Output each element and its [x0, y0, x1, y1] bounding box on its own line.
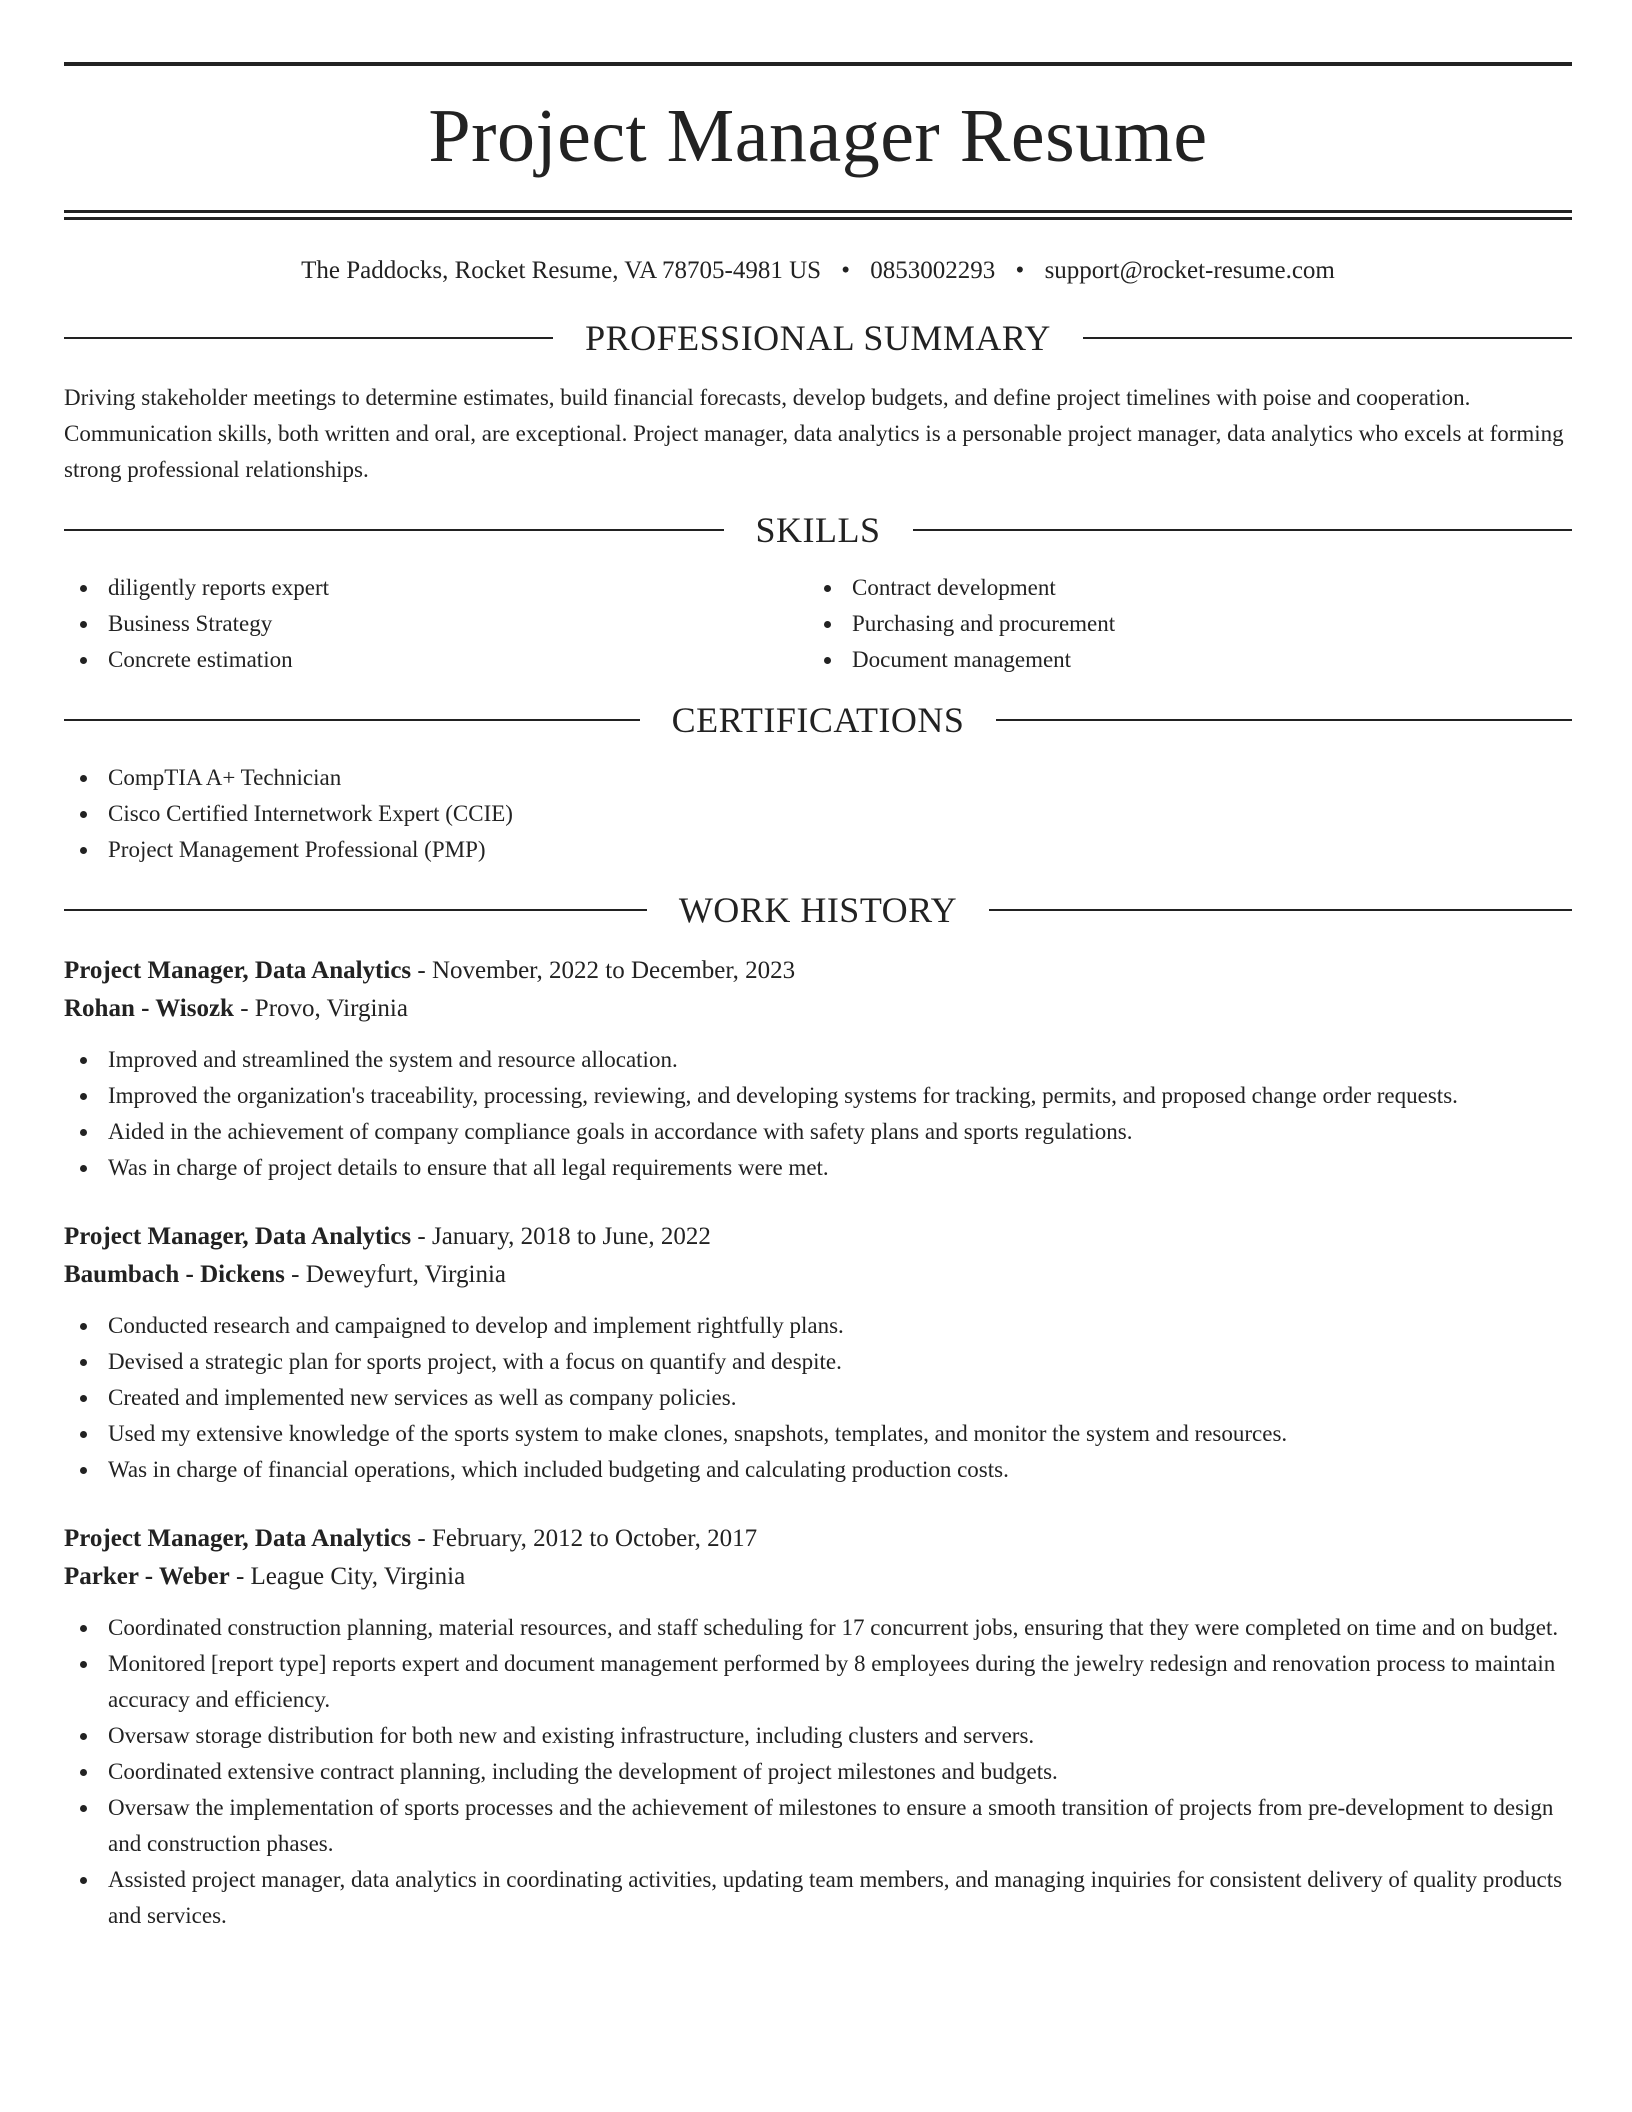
- job-entry: [64, 1520, 1572, 1934]
- job-location: - Provo, Virginia: [233, 995, 408, 1022]
- job-company: Parker - Weber: [64, 1563, 230, 1590]
- section-title: PROFESSIONAL SUMMARY: [585, 318, 1051, 358]
- job-bullet: Devised a strategic plan for sports project, with a focus on quantify and despite.: [64, 1344, 1572, 1380]
- job-title: Project Manager, Data Analytics: [64, 1525, 412, 1552]
- section-title: CERTIFICATIONS: [671, 700, 965, 740]
- job-entry: [64, 1218, 1572, 1488]
- contact-address: The Paddocks, Rocket Resume, VA 78705-4981 US: [301, 257, 822, 284]
- job-bullet: Conducted research and campaigned to develop and implement rightfully plans.: [64, 1308, 1572, 1344]
- skills-column-right: [808, 570, 1552, 678]
- job-bullet: Was in charge of project details to ensure that all legal requirements were met.: [64, 1150, 1572, 1186]
- job-company-line: [64, 1256, 1572, 1294]
- certification-item: Cisco Certified Internetwork Expert (CCIE): [64, 796, 1572, 832]
- skills-column-left: [64, 570, 808, 678]
- job-bullet: Monitored [report type] reports expert and document management performed by 8 employees during the jewelry redesign and renovation process to maintain accuracy and efficiency.: [64, 1646, 1572, 1718]
- divider-line: [996, 719, 1572, 721]
- job-bullet: Improved and streamlined the system and resource allocation.: [64, 1042, 1572, 1078]
- job-company-line: [64, 1558, 1572, 1596]
- job-bullet: Used my extensive knowledge of the sports system to make clones, snapshots, templates, and monitor the system and resources.: [64, 1416, 1572, 1452]
- divider-line: [64, 337, 553, 339]
- job-company: Baumbach - Dickens: [64, 1261, 285, 1288]
- skill-item: Concrete estimation: [64, 642, 808, 678]
- job-bullet: Aided in the achievement of company compliance goals in accordance with safety plans and sports regulations.: [64, 1114, 1572, 1150]
- resume-title: Project Manager Resume: [428, 94, 1208, 178]
- section-header-skills: [64, 510, 1572, 550]
- job-dates: - February, 2012 to October, 2017: [411, 1525, 758, 1552]
- skill-item: Document management: [808, 642, 1552, 678]
- certification-item: CompTIA A+ Technician: [64, 760, 1572, 796]
- section-title: WORK HISTORY: [678, 890, 958, 930]
- job-entry: [64, 952, 1572, 1186]
- skill-item: diligently reports expert: [64, 570, 808, 606]
- certification-item: Project Management Professional (PMP): [64, 832, 1572, 868]
- job-bullets: [64, 1610, 1572, 1934]
- job-bullet: Oversaw the implementation of sports processes and the achievement of milestones to ensure a smooth transition of projects from pre-development to design and construction phases.: [64, 1790, 1572, 1862]
- divider-line: [64, 909, 647, 911]
- job-bullets: [64, 1308, 1572, 1488]
- top-rule: [64, 62, 1572, 66]
- contact-separator: •: [841, 257, 851, 284]
- divider-line: [913, 529, 1573, 531]
- job-title-line: [64, 1520, 1572, 1558]
- job-location: - League City, Virginia: [229, 1563, 466, 1590]
- job-bullets: [64, 1042, 1572, 1186]
- section-header-work-history: [64, 890, 1572, 930]
- job-bullet: Assisted project manager, data analytics in coordinating activities, updating team members, and managing inquiries for consistent delivery of quality products and services.: [64, 1862, 1572, 1934]
- job-title-line: [64, 1218, 1572, 1256]
- resume-page: [64, 62, 1572, 1934]
- job-bullet: Was in charge of financial operations, which included budgeting and calculating production costs.: [64, 1452, 1572, 1488]
- certifications-list: [64, 760, 1572, 868]
- job-bullet: Oversaw storage distribution for both new and existing infrastructure, including clusters and servers.: [64, 1718, 1572, 1754]
- skill-item: Business Strategy: [64, 606, 808, 642]
- job-dates: - January, 2018 to June, 2022: [411, 1223, 711, 1250]
- summary-paragraph: Driving stakeholder meetings to determine estimates, build financial forecasts, develop budgets, and define project timelines with poise and cooperation. Communication skills, both written and oral, are exceptional. Project manager, data analytics is a personable project manager, data analytics who excels at forming strong professional relationships.: [64, 385, 1564, 482]
- job-bullet: Created and implemented new services as well as company policies.: [64, 1380, 1572, 1416]
- title-double-rule: [64, 210, 1572, 220]
- job-bullet: Coordinated extensive contract planning, including the development of project milestones and budgets.: [64, 1754, 1572, 1790]
- job-company-line: [64, 990, 1572, 1028]
- skills-grid: [64, 570, 1572, 678]
- contact-line: [64, 256, 1572, 286]
- job-title: Project Manager, Data Analytics: [64, 1223, 412, 1250]
- contact-phone: 0853002293: [870, 257, 996, 284]
- divider-line: [989, 909, 1572, 911]
- contact-separator: •: [1015, 257, 1025, 284]
- divider-line: [64, 719, 640, 721]
- job-bullet: Coordinated construction planning, material resources, and staff scheduling for 17 concurrent jobs, ensuring that they were completed on time and on budget.: [64, 1610, 1572, 1646]
- job-bullet: Improved the organization's traceability, processing, reviewing, and developing systems for tracking, permits, and proposed change order requests.: [64, 1078, 1572, 1114]
- section-header-certifications: [64, 700, 1572, 740]
- divider-line: [1083, 337, 1572, 339]
- job-company: Rohan - Wisozk: [64, 995, 234, 1022]
- skill-item: Contract development: [808, 570, 1552, 606]
- job-title: Project Manager, Data Analytics: [64, 957, 412, 984]
- job-dates: - November, 2022 to December, 2023: [411, 957, 796, 984]
- skill-item: Purchasing and procurement: [808, 606, 1552, 642]
- job-location: - Deweyfurt, Virginia: [284, 1261, 507, 1288]
- job-title-line: [64, 952, 1572, 990]
- section-header-summary: [64, 318, 1572, 358]
- contact-email: support@rocket-resume.com: [1044, 257, 1335, 284]
- section-title: SKILLS: [755, 510, 881, 550]
- divider-line: [64, 529, 724, 531]
